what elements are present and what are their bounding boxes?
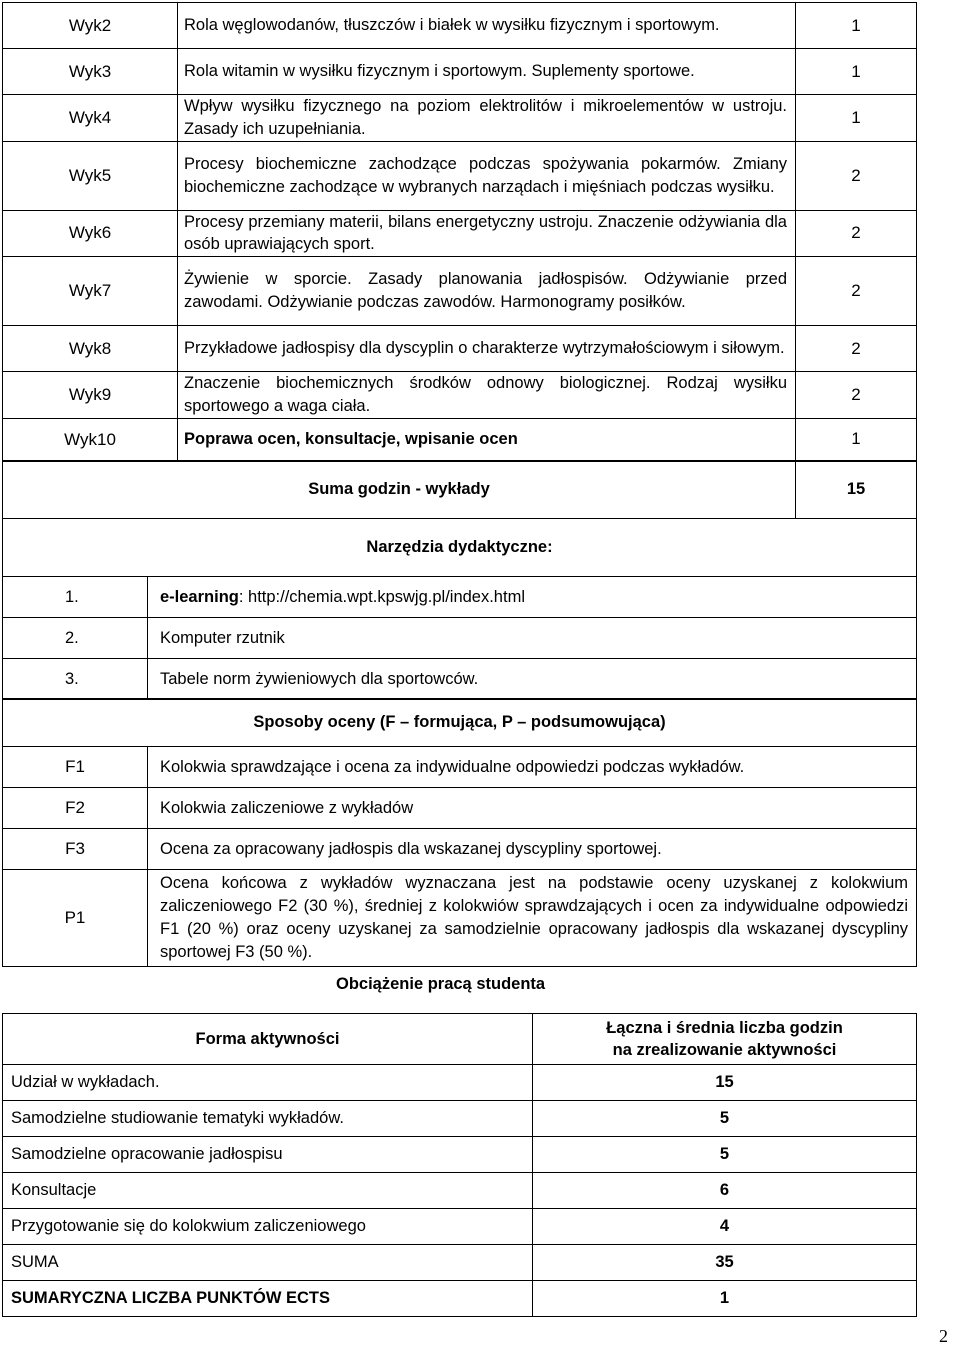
tools-title: Narzędzia dydaktyczne: — [3, 519, 917, 577]
workload-activity: Udział w wykładach. — [3, 1065, 533, 1101]
workload-activity: Samodzielne opracowanie jadłospisu — [3, 1137, 533, 1173]
workload-header-hours — [533, 1014, 917, 1065]
assessment-row — [3, 829, 917, 870]
lecture-topic: Procesy biochemiczne zachodzące podczas spożywania pokarmów. Zmiany biochemiczne zachodzące w wybranych narządach i mięśniach podczas wysiłku. — [178, 141, 796, 210]
lecture-hours: 2 — [796, 210, 917, 257]
tool-row — [3, 618, 917, 659]
workload-row — [3, 1065, 917, 1101]
workload-hours: 6 — [533, 1173, 917, 1209]
tool-label — [148, 577, 917, 618]
sum-label: Suma godzin - wykłady — [3, 461, 796, 519]
assessment-code: F3 — [3, 829, 148, 870]
workload-row — [3, 1137, 917, 1173]
workload-activity: SUMARYCZNA LICZBA PUNKTÓW ECTS — [3, 1281, 533, 1317]
workload-hours: 4 — [533, 1209, 917, 1245]
lecture-topic: Rola witamin w wysiłku fizycznym i sportowym. Suplementy sportowe. — [178, 49, 796, 95]
lecture-row — [3, 210, 917, 257]
workload-row — [3, 1281, 917, 1317]
lecture-topic: Przykładowe jadłospisy dla dyscyplin o charakterze wytrzymałościowym i siłowym. — [178, 326, 796, 372]
lecture-topic: Znaczenie biochemicznych środków odnowy biologicznej. Rodzaj wysiłku sportowego a waga ciała. — [178, 372, 796, 419]
workload-activity: Samodzielne studiowanie tematyki wykładów. — [3, 1101, 533, 1137]
lecture-hours: 2 — [796, 326, 917, 372]
lecture-row — [3, 257, 917, 326]
lecture-code: Wyk10 — [3, 418, 178, 461]
workload-row — [3, 1173, 917, 1209]
tool-label-bold: e-learning — [160, 587, 239, 606]
lecture-row — [3, 141, 917, 210]
lecture-code: Wyk2 — [3, 3, 178, 49]
workload-hours: 5 — [533, 1101, 917, 1137]
lecture-hours: 2 — [796, 372, 917, 419]
workload-activity: SUMA — [3, 1245, 533, 1281]
assessment-description: Kolokwia zaliczeniowe z wykładów — [148, 788, 917, 829]
tool-label-text: : http://chemia.wpt.kpswjg.pl/index.html — [238, 587, 525, 606]
lecture-hours: 1 — [796, 3, 917, 49]
assessment-row — [3, 788, 917, 829]
lecture-code: Wyk6 — [3, 210, 178, 257]
page-number: 2 — [939, 1326, 948, 1346]
tool-row — [3, 577, 917, 618]
lecture-row — [3, 372, 917, 419]
lecture-row — [3, 95, 917, 142]
lecture-code: Wyk4 — [3, 95, 178, 142]
lecture-code: Wyk3 — [3, 49, 178, 95]
workload-row — [3, 1245, 917, 1281]
workload-hours: 5 — [533, 1137, 917, 1173]
assessment-table — [2, 698, 917, 967]
workload-table — [2, 1013, 917, 1317]
lecture-hours: 1 — [796, 49, 917, 95]
workload-hours: 15 — [533, 1065, 917, 1101]
lecture-code: Wyk7 — [3, 257, 178, 326]
assessment-description: Ocena za opracowany jadłospis dla wskazanej dyscypliny sportowej. — [148, 829, 917, 870]
workload-row — [3, 1209, 917, 1245]
lecture-hours: 2 — [796, 141, 917, 210]
workload-row — [3, 1101, 917, 1137]
assessment-row — [3, 870, 917, 967]
teaching-tools-table — [2, 518, 917, 700]
workload-title: Obciążenie pracą studenta — [336, 975, 546, 993]
lecture-topic: Wpływ wysiłku fizycznego na poziom elektrolitów i mikroelementów w ustroju. Zasady ich uzupełniania. — [178, 95, 796, 142]
workload-activity: Konsultacje — [3, 1173, 533, 1209]
tool-number: 1. — [3, 577, 148, 618]
workload-activity: Przygotowanie się do kolokwium zaliczeniowego — [3, 1209, 533, 1245]
assessment-title: Sposoby oceny (F – formująca, P – podsumowująca) — [3, 699, 917, 747]
workload-hours: 1 — [533, 1281, 917, 1317]
tool-row — [3, 659, 917, 700]
assessment-description: Kolokwia sprawdzające i ocena za indywidualne odpowiedzi podczas wykładów. — [148, 747, 917, 788]
lecture-topic: Procesy przemiany materii, bilans energetyczny ustroju. Znaczenie odżywiania dla osób uprawiających sport. — [178, 210, 796, 257]
assessment-description: Ocena końcowa z wykładów wyznaczana jest na podstawie oceny uzyskanej z kolokwium zaliczeniowego F2 (30 %), średniej z kolokwiów sprawdzających i ocen za indywidualne odpowiedzi F1 (20 %) oraz oceny uzyskanej za samodzielnie opracowany jadłospis dla wskazanej dyscypliny sportowej F3 (50 %). — [148, 870, 917, 967]
tool-number: 2. — [3, 618, 148, 659]
tool-label: Komputer rzutnik — [148, 618, 917, 659]
workload-header-hours-line1: Łączna i średnia liczba godzin — [606, 1019, 843, 1037]
assessment-code: F2 — [3, 788, 148, 829]
lecture-code: Wyk9 — [3, 372, 178, 419]
lecture-row — [3, 3, 917, 49]
lecture-hours-sum — [2, 460, 917, 519]
lecture-topic: Poprawa ocen, konsultacje, wpisanie ocen — [178, 418, 796, 461]
workload-header-hours-line2: na zrealizowanie aktywności — [612, 1041, 837, 1059]
lecture-row — [3, 326, 917, 372]
tool-label: Tabele norm żywieniowych dla sportowców. — [148, 659, 917, 700]
workload-header-activity: Forma aktywności — [3, 1014, 533, 1065]
lecture-topic: Rola węglowodanów, tłuszczów i białek w wysiłku fizycznym i sportowym. — [178, 3, 796, 49]
assessment-code: P1 — [3, 870, 148, 967]
lecture-hours: 1 — [796, 418, 917, 461]
lecture-hours: 1 — [796, 95, 917, 142]
lecture-code: Wyk8 — [3, 326, 178, 372]
lecture-topic: Żywienie w sporcie. Zasady planowania jadłospisów. Odżywianie przed zawodami. Odżywianie podczas zawodów. Harmonogramy posiłków. — [178, 257, 796, 326]
lecture-hours: 2 — [796, 257, 917, 326]
lectures-table — [2, 2, 917, 462]
assessment-code: F1 — [3, 747, 148, 788]
assessment-row — [3, 747, 917, 788]
lecture-row — [3, 49, 917, 95]
lecture-row — [3, 418, 917, 461]
sum-value: 15 — [796, 461, 917, 519]
lecture-code: Wyk5 — [3, 141, 178, 210]
tool-number: 3. — [3, 659, 148, 700]
workload-hours: 35 — [533, 1245, 917, 1281]
